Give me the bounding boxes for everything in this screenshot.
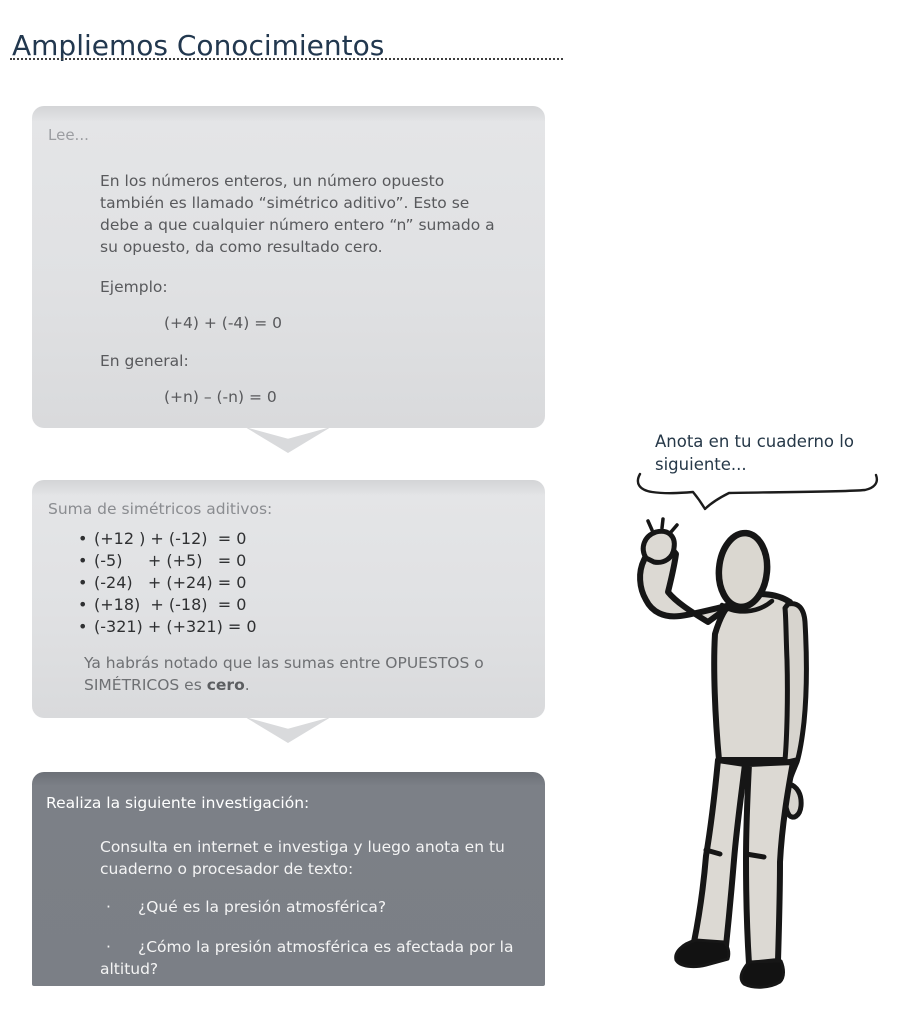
research-question-list xyxy=(46,896,521,980)
bullet-icon: • xyxy=(78,595,88,614)
speech-line-2: siguiente... xyxy=(655,455,747,474)
person-right-leg xyxy=(746,762,793,964)
research-question xyxy=(100,936,555,980)
general-label: En general: xyxy=(100,352,189,370)
research-question xyxy=(100,896,555,918)
sum-list xyxy=(48,528,521,638)
middot-bullet-icon: · xyxy=(106,938,111,956)
down-arrow-pointer xyxy=(245,427,331,453)
research-question-text: ¿Cómo la presión atmosférica es afectada por la altitud? xyxy=(100,938,514,978)
sum-note-period: . xyxy=(244,676,250,694)
person-hand xyxy=(643,531,674,562)
sum-item xyxy=(78,594,521,616)
bullet-icon: • xyxy=(78,573,88,592)
sum-item-text: (-5) + (+5) = 0 xyxy=(94,551,247,570)
sum-item xyxy=(78,528,521,550)
person-right-shoe xyxy=(741,961,783,987)
person-left-shoe xyxy=(676,940,729,967)
read-box xyxy=(32,106,545,428)
sum-note-bold: cero xyxy=(206,676,245,694)
sum-item-text: (+12 ) + (-12) = 0 xyxy=(94,529,247,548)
research-intro: Consulta en internet e investiga y luego anota en tu cuaderno o procesador de texto: xyxy=(100,838,505,878)
title-underline xyxy=(10,58,563,60)
page-title: Ampliemos Conocimientos xyxy=(12,28,385,62)
sum-item-text: (-24) + (+24) = 0 xyxy=(94,573,247,592)
sum-box-header: Suma de simétricos aditivos: xyxy=(48,500,273,518)
research-box-header: Realiza la siguiente investigación: xyxy=(46,794,310,812)
research-box xyxy=(32,772,545,986)
speech-line-1: Anota en tu cuaderno lo xyxy=(655,432,854,451)
speech-bubble-outline xyxy=(628,452,888,514)
person-illustration xyxy=(618,512,914,1004)
read-paragraph: En los números enteros, un número opuesto también es llamado “simétrico aditivo”. Esto se debe a que cualquier número entero “n” sumado a su opuesto, da como resultado cero. xyxy=(100,172,495,256)
bullet-icon: • xyxy=(78,529,88,548)
sum-item xyxy=(78,616,521,638)
sum-box xyxy=(32,480,545,718)
sum-note-text: Ya habrás notado que las sumas entre OPUESTOS o SIMÉTRICOS es xyxy=(84,654,484,694)
sum-item-text: (-321) + (+321) = 0 xyxy=(94,617,257,636)
down-arrow-pointer xyxy=(245,717,331,743)
middot-bullet-icon: · xyxy=(106,898,111,916)
bullet-icon: • xyxy=(78,617,88,636)
research-question-text: ¿Qué es la presión atmosférica? xyxy=(138,898,387,916)
example-label: Ejemplo: xyxy=(100,278,168,296)
sum-item xyxy=(78,572,521,594)
bullet-icon: • xyxy=(78,551,88,570)
sum-item-text: (+18) + (-18) = 0 xyxy=(94,595,247,614)
sum-item xyxy=(78,550,521,572)
read-box-header: Lee... xyxy=(48,126,89,144)
example-formula: (+4) + (-4) = 0 xyxy=(164,314,283,332)
general-formula: (+n) – (-n) = 0 xyxy=(164,388,277,406)
sum-note xyxy=(84,652,534,696)
